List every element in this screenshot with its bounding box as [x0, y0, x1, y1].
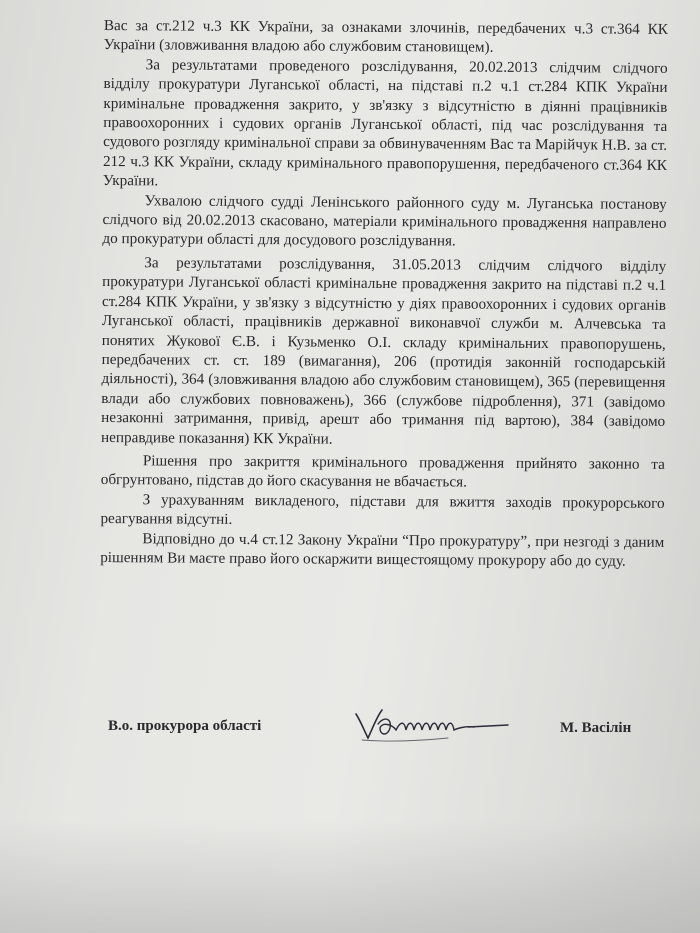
- paragraph-1: Вас за ст.212 ч.3 КК України, за ознаками злочинів, передбачених ч.3 ст.364 КК України (зловживання владою або службовим становищем).: [103, 16, 668, 57]
- signatory-position: В.о. прокурора області: [108, 718, 262, 734]
- paragraph-3: Ухвалою слідчого судді Ленінського районного суду м. Луганська постанову слідчого від 20.02.2013 скасовано, матеріали кримінального провадження направлено до прокуратури області для досудового розслідування.: [102, 191, 667, 250]
- paragraph-7: Відповідно до ч.4 ст.12 Закону України “Про прокуратуру”, при незгоді з даним рішенням Ви маєте право його оскаржити вищестоящому прокурору або до суду.: [100, 529, 665, 570]
- letter-body: [100, 16, 668, 571]
- signatory-name: М. Васілін: [560, 720, 632, 736]
- paragraph-5: Рішення про закриття кримінального провадження прийнято законно та обгрунтовано, підстав до його скасування не вбачається.: [100, 452, 665, 491]
- paragraph-4: За результатами розслідування, 31.05.2013 слідчим слідчого відділу прокуратури Луганської області кримінальне провадження закрито на підставі п.2 ч.1 ст.284 КПК України, у зв'язку з відсутністю у діях правоохоронних і судових органів Луганської області, працівників державної виконавчої служби м. Алчевська та понятих Жукової Є.В. і Кузьменко О.І. складу кримінальних правопорушень, передбачених ст. ст. 189 (вимагання), 206 (протидія законній господарській діяльності), 364 (зловживання владою або службовим становищем), 365 (перевищення влади або службових повноважень), 366 (службове підроблення), 371 (завідомо незаконні затримання, привід, арешт або тримання під вартою), 384 (завідомо неправдиве показання) КК України.: [101, 254, 667, 448]
- paragraph-2: За результатами проведеного розслідування, 20.02.2013 слідчим слідчого відділу прокуратури Луганської області, на підставі п.2 ч.1 ст.284 КПК України кримінальне провадження закрито, у зв'язку з відсутністю в діянні працівників правоохоронних і судових органів Луганської області, під час розслідування та судового розгляду кримінальної справи за обвинуваченням Вас та Марійчук Н.В. за ст. 212 ч.3 КК України, складу кримінального правопорушення, передбаченого ст.364 КК України.: [102, 56, 668, 190]
- signature-block: [108, 714, 668, 754]
- handwritten-signature: [348, 700, 518, 750]
- paragraph-6: З урахуванням викладеного, підстави для вжиття заходів прокурорського реагування відсутні.: [100, 491, 665, 529]
- page-shadow: [0, 820, 700, 933]
